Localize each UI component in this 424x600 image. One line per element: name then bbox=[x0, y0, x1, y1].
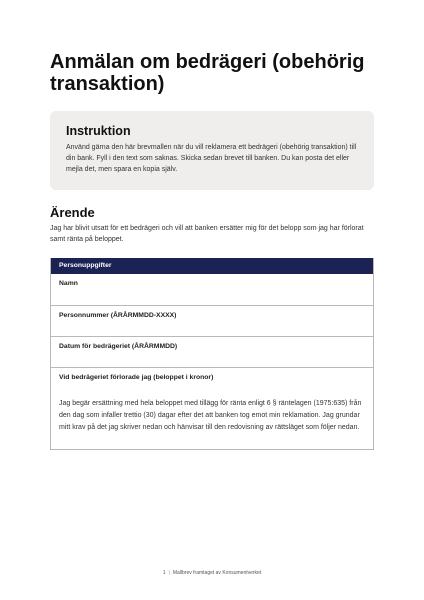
footer-separator: | bbox=[168, 570, 170, 576]
section-heading-arende: Ärende bbox=[50, 205, 95, 220]
field-lost-amount-text: Jag begär ersättning med hela beloppet med tillägg för ränta enligt 6 § räntelagen (1975:635) från den dag som infaller trettio (30) dagar efter det att banken tog emot min reklamation. Jag grundar mitt krav på det jag skriver nedan och hänvisar till den redovisning av rättsläget som följer nedan. bbox=[59, 400, 362, 431]
instruction-text: Använd gärna den här brevmallen när du vill reklamera ett bedrägeri (obehörig transaktion) till din bank. Fyll i den text som saknas. Skicka sedan brevet till banken. Du kan posta det eller mejla det, men spara en kopia själv. bbox=[66, 144, 357, 173]
personal-info-table bbox=[50, 258, 374, 450]
field-fraud-date[interactable]: Datum för bedrägeriet (ÅRÅRMMDD) bbox=[51, 336, 373, 367]
instruction-box bbox=[50, 111, 374, 190]
section-text-arende: Jag har blivit utsatt för ett bedrägeri och vill att banken ersätter mig för det belopp som jag har förlorat samt ränta på beloppet. bbox=[50, 225, 364, 243]
footer-text: Mallbrev framtaget av Konsumentverket bbox=[172, 570, 262, 576]
page-footer bbox=[0, 570, 424, 576]
page-number: 1 bbox=[162, 570, 166, 576]
field-personal-number[interactable]: Personnummer (ÅRÅRMMDD-XXXX) bbox=[51, 305, 373, 336]
page-title: Anmälan om bedrägeri (obehörig transaktion) bbox=[50, 51, 365, 95]
field-name[interactable]: Namn bbox=[59, 280, 78, 287]
table-header: Personuppgifter bbox=[51, 258, 373, 274]
field-lost-amount[interactable] bbox=[51, 367, 373, 449]
instruction-heading: Instruktion bbox=[66, 124, 131, 138]
field-lost-amount-label: Vid bedrägeriet förlorade jag (beloppet i kronor) bbox=[59, 374, 214, 381]
